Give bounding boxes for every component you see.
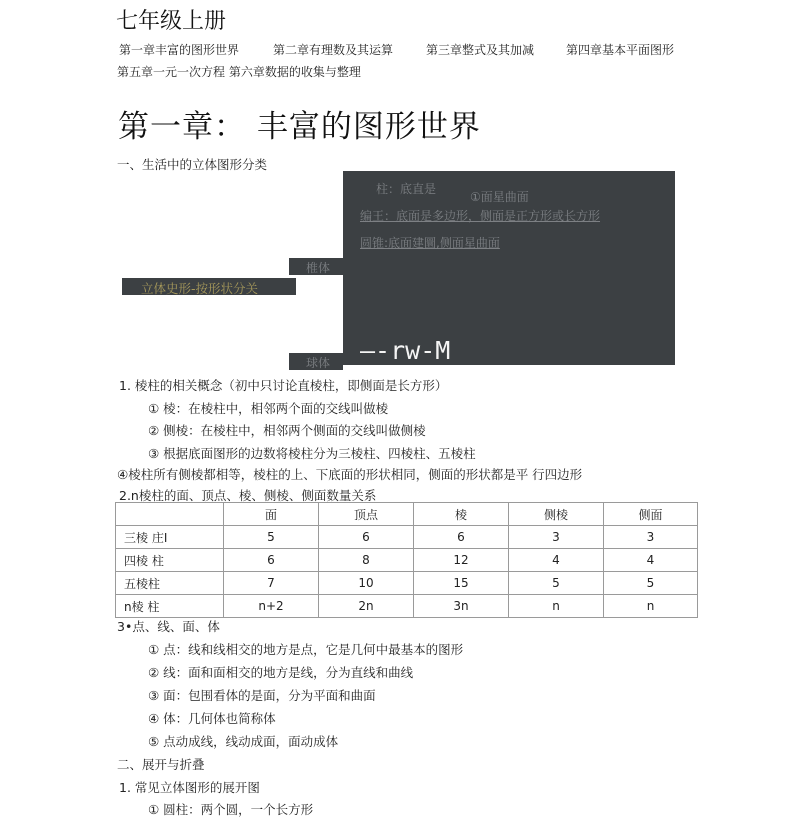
doc-title: 七年级上册 (116, 9, 227, 34)
table-header-row (116, 503, 698, 526)
table-row-label: n棱 柱 (116, 595, 224, 618)
diagram-sphere-label: 球体 (306, 356, 331, 370)
table-cell: 6 (224, 549, 319, 572)
toc-item-3[interactable]: 第三章整式及其加减 (426, 43, 535, 57)
table-cell: 8 (319, 549, 414, 572)
table-heading: 2.n棱柱的面、顶点、棱、侧棱、侧面数量关系 (119, 488, 377, 503)
points-item-4: ④ 体：几何体也简称体 (148, 711, 276, 726)
prism-heading: 1. 棱柱的相关概念（初中只讨论直棱柱，即侧面是长方形） (119, 378, 448, 393)
points-heading: 3•点、线、面、体 (117, 619, 220, 634)
prism-item-3: ③ 根据底面图形的边数将棱柱分为三棱柱、四棱柱、五棱柱 (148, 446, 476, 461)
table-cell: 15 (414, 572, 509, 595)
table-row-label: 五棱柱 (116, 572, 224, 595)
points-item-3: ③ 面：包围看体的是面，分为平面和曲面 (148, 688, 376, 703)
diagram-line-1b: ①面星曲面 (470, 190, 529, 204)
table-cell: n+2 (224, 595, 319, 618)
table-row-label: 四棱 柱 (116, 549, 224, 572)
diagram-cone-label: 椎体 (306, 261, 331, 275)
table-row (116, 549, 698, 572)
table-cell: 5 (509, 572, 604, 595)
table-cell: 3 (509, 526, 604, 549)
table-cell: 5 (224, 526, 319, 549)
table-row (116, 595, 698, 618)
prism-item-4: ④棱柱所有侧棱都相等，棱柱的上、下底面的形状相同，侧面的形状都是平 行四边形 (117, 467, 583, 482)
diagram-left-label: 立体史形-按形状分关 (141, 281, 259, 296)
table-header-lateral-faces: 侧面 (604, 503, 698, 526)
table-row (116, 526, 698, 549)
section2-heading: 二、展开与折叠 (117, 757, 205, 772)
toc-item-4[interactable]: 第四章基本平面图形 (566, 43, 675, 57)
table-cell: 7 (224, 572, 319, 595)
section2-item-1: ① 圆柱：两个圆，一个长方形 (148, 802, 314, 817)
table-cell: 3 (604, 526, 698, 549)
table-header-lateral-edges: 侧棱 (509, 503, 604, 526)
diagram-garbled-text: —-rw-M (360, 336, 451, 365)
prism-item-2: ② 侧棱：在棱柱中，相邻两个侧面的交线叫做侧棱 (148, 423, 426, 438)
toc-line-2[interactable]: 第五章一元一次方程 第六章数据的收集与整理 (117, 65, 361, 79)
table-header-edges: 棱 (414, 503, 509, 526)
diagram-line-2: 编王：底面是多边形，侧面是正方形或长方形 (360, 209, 601, 223)
section1-heading: 一、生活中的立体图形分类 (117, 157, 268, 172)
toc-item-2[interactable]: 第二章有理数及其运算 (273, 43, 394, 57)
points-item-1: ① 点：线和线相交的地方是点，它是几何中最基本的图形 (148, 642, 464, 657)
chapter-title: 第一章： 丰富的图形世界 (118, 109, 481, 145)
table-header-vertices: 顶点 (319, 503, 414, 526)
table-cell: 4 (509, 549, 604, 572)
table-row (116, 572, 698, 595)
table-cell: 5 (604, 572, 698, 595)
points-item-5: ⑤ 点动成线，线动成面，面动成体 (148, 734, 339, 749)
points-item-2: ② 线：面和面相交的地方是线，分为直线和曲线 (148, 665, 414, 680)
table-cell: 6 (319, 526, 414, 549)
table-cell: 12 (414, 549, 509, 572)
table-row-label: 三棱 庄I (116, 526, 224, 549)
prism-count-table (115, 502, 698, 618)
table-header-blank (116, 503, 224, 526)
table-cell: n (509, 595, 604, 618)
section2-subheading: 1. 常见立体图形的展开图 (119, 780, 260, 795)
table-cell: 6 (414, 526, 509, 549)
table-cell: n (604, 595, 698, 618)
diagram-line-3: 圆锥:底面建圜,侧面星曲面 (360, 236, 500, 250)
table-cell: 2n (319, 595, 414, 618)
table-header-faces: 面 (224, 503, 319, 526)
prism-item-1: ① 棱：在棱柱中，相邻两个面的交线叫做棱 (148, 401, 389, 416)
table-cell: 10 (319, 572, 414, 595)
table-cell: 4 (604, 549, 698, 572)
table-cell: 3n (414, 595, 509, 618)
toc-item-1[interactable]: 第一章丰富的图形世界 (119, 43, 240, 57)
diagram-line-1: 柱：底直是 (376, 182, 437, 196)
